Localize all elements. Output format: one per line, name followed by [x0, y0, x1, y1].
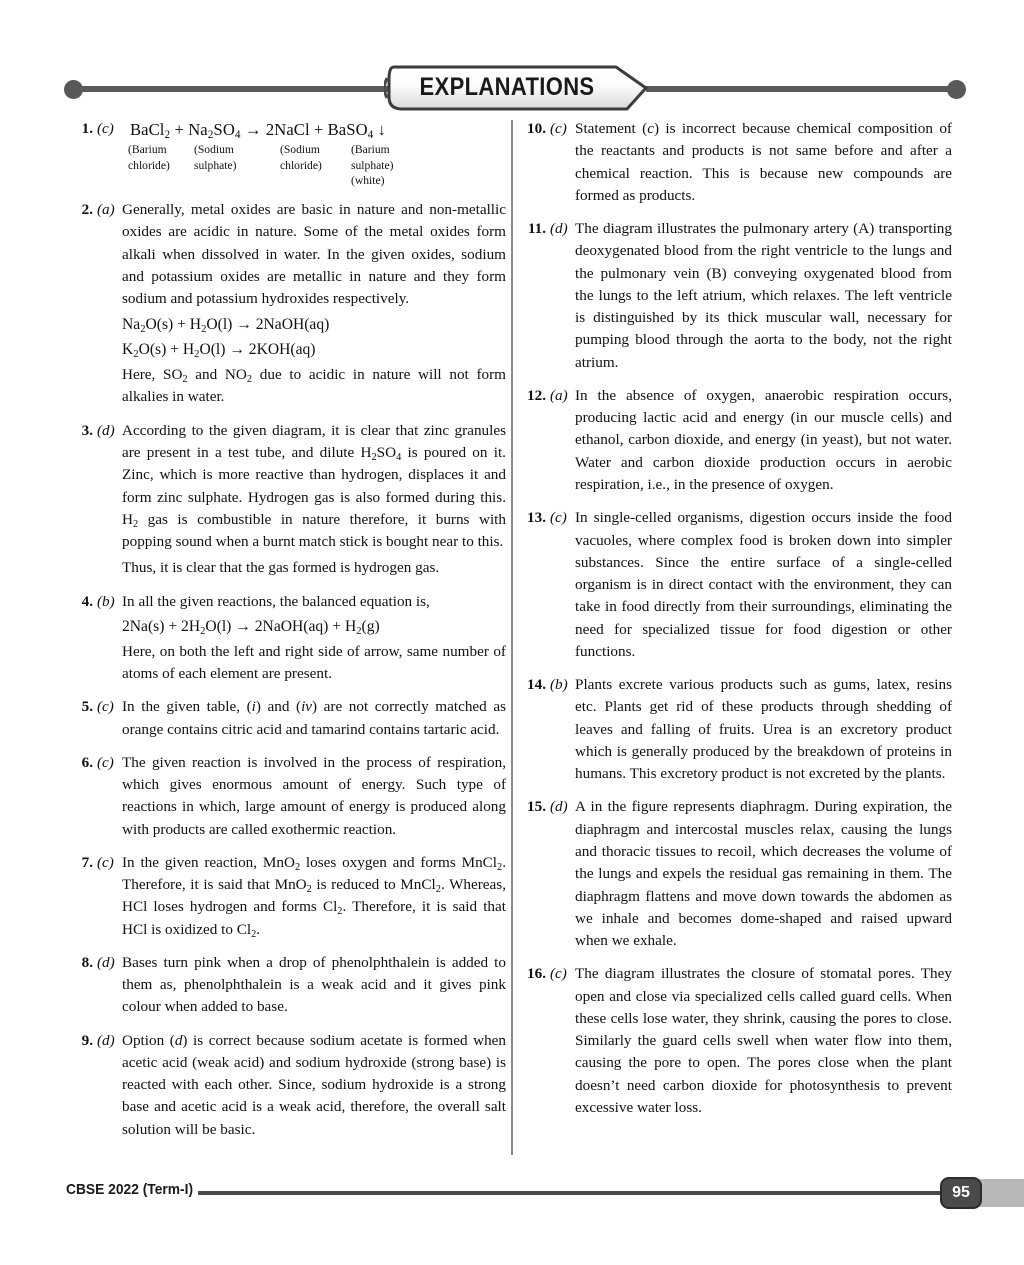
- item-number: 10.: [527, 120, 546, 137]
- item-number: 15.: [527, 798, 546, 816]
- page-footer: [0, 1178, 1024, 1222]
- footer-rule: [198, 1191, 964, 1195]
- item-body: [575, 963, 952, 1119]
- right-column: [522, 118, 952, 1130]
- item-number: 1.: [81, 120, 93, 137]
- annotation-1-line1: (Barium: [128, 143, 167, 157]
- explanation-item-14: [522, 674, 952, 785]
- left-column: [76, 118, 506, 1152]
- item-body: [575, 118, 952, 207]
- item-option: (b): [550, 676, 568, 694]
- page-header: [0, 62, 1024, 114]
- explanation-item-13: [522, 507, 952, 663]
- item-body: [122, 591, 506, 686]
- item-body: [575, 796, 952, 952]
- item-body: [575, 218, 952, 374]
- item-paragraph: Bases turn pink when a drop of phenolphthalein is added to them as, phenolphthalein is a weak acid and it gives pink colour when added to base.: [122, 953, 506, 1016]
- item-number: 5.: [81, 698, 93, 716]
- explanation-item-4: [76, 591, 506, 686]
- item-body: [575, 507, 952, 663]
- item-option: (a): [97, 201, 115, 219]
- item-paragraph: In the given reaction, MnO$_2$ loses oxygen and forms MnCl$_2$. Therefore, it is said that MnO$_2$ is reduced to MnCl$_2$. Whereas, HCl loses hydrogen and forms $Cl_2$. Therefore, it is said that HCl is oxidized to $Cl_2$.: [122, 853, 506, 940]
- explanation-item-15: [522, 796, 952, 952]
- item-body: [122, 852, 506, 941]
- explanations-content: [0, 118, 1024, 1158]
- explanation-item-2: [76, 199, 506, 409]
- annotation-spacer-2: [194, 173, 280, 188]
- annotation-2-line1: (Sodium: [194, 143, 234, 157]
- explanation-item-7: [76, 852, 506, 941]
- item-number: 16.: [527, 965, 546, 983]
- item-option: (d): [97, 1031, 115, 1049]
- banner-title: EXPLANATIONS: [419, 72, 595, 101]
- item-paragraph: Here, $SO_2$ and $NO_2$ due to acidic in nature will not form alkalies in water.: [122, 366, 506, 406]
- item-paragraph: In the given table, (i) and (iv) are not correctly matched as orange contains citric acid and tamarind contains tartaric acid.: [122, 698, 506, 738]
- explanation-item-16: [522, 963, 952, 1119]
- item-option: (a): [550, 386, 568, 404]
- item-option: (d): [97, 421, 115, 439]
- item-paragraph: A in the figure represents diaphragm. During expiration, the diaphragm and intercostal muscles relax, causing the lungs and thoracic tissues to recoil, which decreases the volume of the lungs and expels the residual gas remaining in them. The diaphragm flattens and move down towards the abdomen as we inhale and becomes dome-shaped and raised upward when we exhale.: [575, 798, 952, 950]
- equation-annotations-line3: [122, 173, 506, 188]
- explanation-item-9: [76, 1030, 506, 1141]
- item-number: 6.: [81, 753, 93, 771]
- item-number: 11.: [527, 220, 546, 238]
- item-option: (c): [97, 120, 114, 137]
- header-right-dot-icon: [947, 80, 966, 99]
- item-option: (b): [97, 592, 115, 610]
- explanation-item-12: [522, 385, 952, 496]
- item-paragraph: According to the given diagram, it is clear that zinc granules are present in a test tube, and dilute $H_2SO_4$ is poured on it. Zinc, which is more reactive than hydrogen, displaces it and form zinc sulphate. Hydrogen gas is also formed during this. $H_2$ gas is combustible in nature therefore, it burns with popping sound when a burnt match stick is bought near to this.: [122, 421, 506, 551]
- item-number: 3.: [81, 421, 93, 439]
- item-paragraph: The given reaction is involved in the process of respiration, which gives enormous amount of energy. Such type of reactions in which, large amount of energy is produced along with products are called exothermic reaction.: [122, 753, 506, 838]
- item-option: (c): [97, 698, 114, 716]
- item-paragraph: Generally, metal oxides are basic in nature and non-metallic oxides are acidic in nature. Some of the metal oxides form alkali when dissolved in water. In the given oxides, sodium and potassium oxides are metallic in nature and they form sodium and potassium hydroxides respectively.: [122, 201, 506, 308]
- annotation-spacer-3: [280, 173, 351, 188]
- chemical-equation: $2Na(s) + 2H_2O(l)$ → 2NaOH(aq) + $H_2(g)$: [122, 617, 380, 637]
- item-number: 9.: [81, 1031, 93, 1049]
- item-paragraph: The diagram illustrates the closure of stomatal pores. They open and close via specialized cells called guard cells. When these cells lose water, they shrink, causing the pores to close. Similarly the guard cells swell when water flow into them, causing the pore to open. The pores close when the plant doesn’t need carbon dioxide for photosynthesis to prevent excessive water loss.: [575, 965, 952, 1116]
- explanation-item-10: [522, 118, 952, 207]
- explanation-item-11: [522, 218, 952, 374]
- explanation-item-1: [76, 118, 506, 188]
- explanation-item-6: [76, 752, 506, 841]
- chemical-equation: BaCl$_2$ + $Na_2SO_4$ → 2NaCl + BaSO$_4$ ↓: [130, 120, 387, 142]
- annotation-3-line1: (Sodium: [280, 143, 320, 157]
- item-number: 2.: [81, 201, 93, 219]
- annotation-1-line2: chloride): [128, 158, 170, 172]
- item-body: [122, 420, 506, 580]
- item-option: (d): [550, 220, 568, 238]
- item-paragraph: Here, on both the left and right side of arrow, same number of atoms of each element are present.: [122, 642, 506, 682]
- item-body: [575, 674, 952, 785]
- exam-label: CBSE 2022 (Term-I): [66, 1181, 194, 1198]
- annotation-spacer-1: [128, 173, 194, 188]
- item-number: 4.: [81, 592, 93, 610]
- page-number-badge: 95: [940, 1177, 982, 1209]
- item-paragraph: In the absence of oxygen, anaerobic respiration occurs, producing lactic acid and energy (in our muscle cells) and ethanol, carbon dioxide, and energy (in yeast), but not water. Water and carbon dioxide production occurs in aerobic respiration, i.e., in the presence of oxygen.: [575, 386, 952, 493]
- explanations-banner: [384, 64, 656, 112]
- annotation-4-line1: (Barium: [351, 143, 390, 157]
- item-option: (c): [97, 853, 114, 871]
- item-body: [122, 1030, 506, 1141]
- item-body: [122, 696, 506, 741]
- item-body: [575, 385, 952, 496]
- item-option: (c): [550, 509, 567, 527]
- item-option: (c): [550, 965, 567, 983]
- item-option: (c): [97, 753, 114, 771]
- item-number: 8.: [81, 953, 93, 971]
- explanation-item-5: [76, 696, 506, 741]
- header-right-rail: [646, 86, 958, 92]
- item-option: (d): [550, 798, 568, 816]
- annotation-3-line2: chloride): [280, 158, 322, 172]
- item-paragraph: Option (d) is correct because sodium acetate is formed when acetic acid (weak acid) and sodium hydroxide (strong base) is reacted with each other. Since, sodium hydroxide is a strong base and acetic acid is a weak acid, therefore, the overall salt solution will be basic.: [122, 1031, 507, 1138]
- annotation-2-line2: sulphate): [194, 158, 237, 172]
- item-number: 14.: [527, 676, 546, 694]
- item-body: [122, 752, 506, 841]
- item-paragraph: In all the given reactions, the balanced equation is,: [122, 592, 430, 610]
- equation-annotations-line1: [122, 142, 506, 157]
- explanation-item-3: [76, 420, 506, 580]
- annotation-4-line3: (white): [351, 173, 385, 187]
- item-number: 12.: [527, 386, 546, 404]
- item-paragraph: Statement (c) is incorrect because chemical composition of the reactants and products is not same before and after a chemical reaction. This is because new compounds are formed as products.: [575, 120, 952, 204]
- explanation-item-8: [76, 952, 506, 1019]
- item-number: 7.: [81, 853, 93, 871]
- item-option: (d): [97, 953, 115, 971]
- item-paragraph: Plants excrete various products such as gums, latex, resins etc. Plants get rid of these products through shedding of leaves and falling of fruits. Urea is an excretory product which is generally produced by the breakdown of proteins in humans. This excretory product is not excreted by the plants.: [575, 676, 952, 783]
- chemical-equation: $K_2O(s) + H_2O(l) \to 2KOH(aq)$: [122, 341, 316, 361]
- equation-annotations-line2: [122, 158, 506, 173]
- item-body: [122, 952, 506, 1019]
- item-paragraph: In single-celled organisms, digestion occurs inside the food vacuoles, where complex food is broken down into simpler substances. Since the entire surface of a single-celled organism is in direct contact with the environment, they can take in food directly from their surroundings, eliminating the need for specialized tissue for food digestion or other functions.: [575, 509, 952, 660]
- chemical-equation: $Na_2O(s) + H_2O(l)$ → 2NaOH(aq): [122, 315, 330, 335]
- item-paragraph: Thus, it is clear that the gas formed is hydrogen gas.: [122, 559, 440, 577]
- item-number: 13.: [527, 509, 546, 527]
- item-body: [122, 199, 506, 409]
- item-paragraph: The diagram illustrates the pulmonary artery (A) transporting deoxygenated blood from the right ventricle to the lungs and the pulmonary vein (B) conveying oxygenated blood from the lungs to the left atrium, which relaxes. The left ventricle is distinguished by its thick muscular wall, necessary for pumping blood through the aorta to the body, not the right atrium.: [575, 220, 952, 371]
- item-option: (c): [550, 120, 567, 137]
- item-body: [122, 118, 506, 188]
- annotation-4-line2: sulphate): [351, 158, 394, 172]
